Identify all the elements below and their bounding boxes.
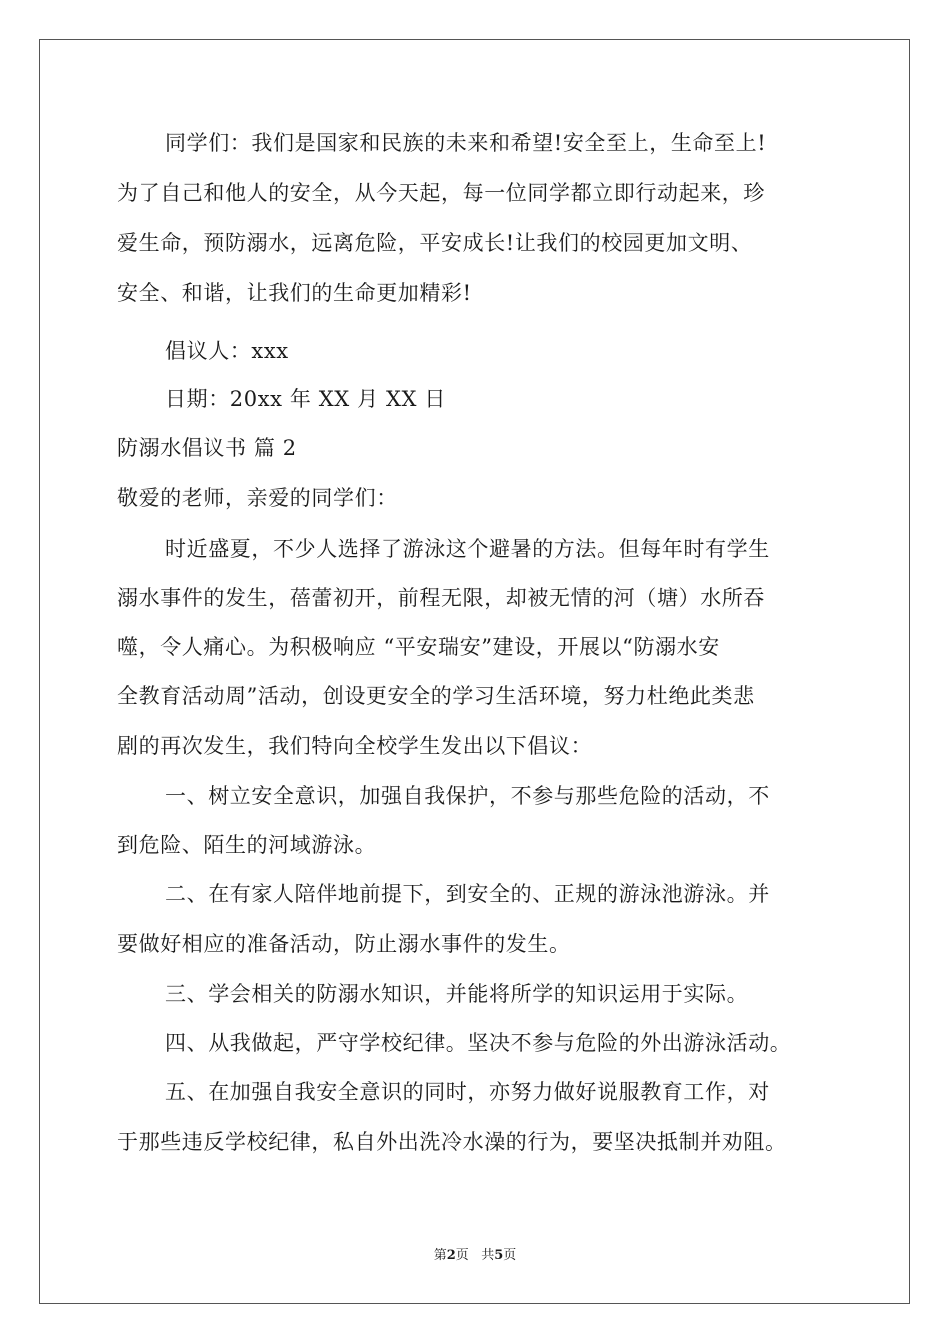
- footer-page-number: 2: [446, 1248, 456, 1263]
- proposer-line: 倡议人：xxx: [165, 339, 289, 363]
- paragraph-line: 噬，令人痛心。为积极响应 “平安瑞安”建设，开展以“防溺水安: [117, 635, 720, 659]
- list-item-line: 二、在有家人陪伴地前提下，到安全的、正规的游泳池游泳。并: [165, 882, 770, 906]
- page-footer: [0, 1247, 950, 1265]
- footer-page-suffix: 页: [455, 1248, 469, 1263]
- footer-page-prefix: 第: [433, 1248, 447, 1263]
- footer-total-prefix: 共: [481, 1248, 495, 1263]
- list-item-line: 四、从我做起，严守学校纪律。坚决不参与危险的外出游泳活动。: [165, 1031, 792, 1055]
- paragraph-line: 同学们：我们是国家和民族的未来和希望!安全至上，生命至上!: [165, 131, 767, 155]
- footer-total-suffix: 页: [503, 1248, 517, 1263]
- salutation: 敬爱的老师，亲爱的同学们：: [117, 486, 398, 510]
- paragraph-line: 安全、和谐，让我们的生命更加精彩!: [117, 281, 472, 305]
- list-item-line: 一、树立安全意识，加强自我保护，不参与那些危险的活动，不: [165, 784, 770, 808]
- paragraph-line: 为了自己和他人的安全，从今天起，每一位同学都立即行动起来，珍: [117, 181, 765, 205]
- paragraph-line: 时近盛夏，不少人选择了游泳这个避暑的方法。但每年时有学生: [165, 537, 770, 561]
- list-item-line: 到危险、陌生的河域游泳。: [117, 833, 377, 857]
- date-line: 日期：20xx 年 XX 月 XX 日: [165, 387, 446, 411]
- list-item-line: 于那些违反学校纪律，私自外出洗冷水澡的行为，要坚决抵制并劝阻。: [117, 1130, 787, 1154]
- paragraph-line: 剧的再次发生，我们特向全校学生发出以下倡议：: [117, 734, 593, 758]
- paragraph-line: 爱生命，预防溺水，远离危险，平安成长!让我们的校园更加文明、: [117, 231, 753, 255]
- list-item-line: 五、在加强自我安全意识的同时，亦努力做好说服教育工作，对: [165, 1080, 770, 1104]
- paragraph-line: 溺水事件的发生，蓓蕾初开，前程无限，却被无情的河（塘）水所吞: [117, 586, 765, 610]
- footer-total-pages: 5: [494, 1248, 504, 1263]
- paragraph-line: 全教育活动周”活动，创设更安全的学习生活环境，努力杜绝此类悲: [117, 684, 755, 708]
- list-item-line: 三、学会相关的防溺水知识，并能将所学的知识运用于实际。: [165, 982, 749, 1006]
- list-item-line: 要做好相应的准备活动，防止溺水事件的发生。: [117, 932, 571, 956]
- section-heading: 防溺水倡议书 篇 2: [117, 436, 297, 460]
